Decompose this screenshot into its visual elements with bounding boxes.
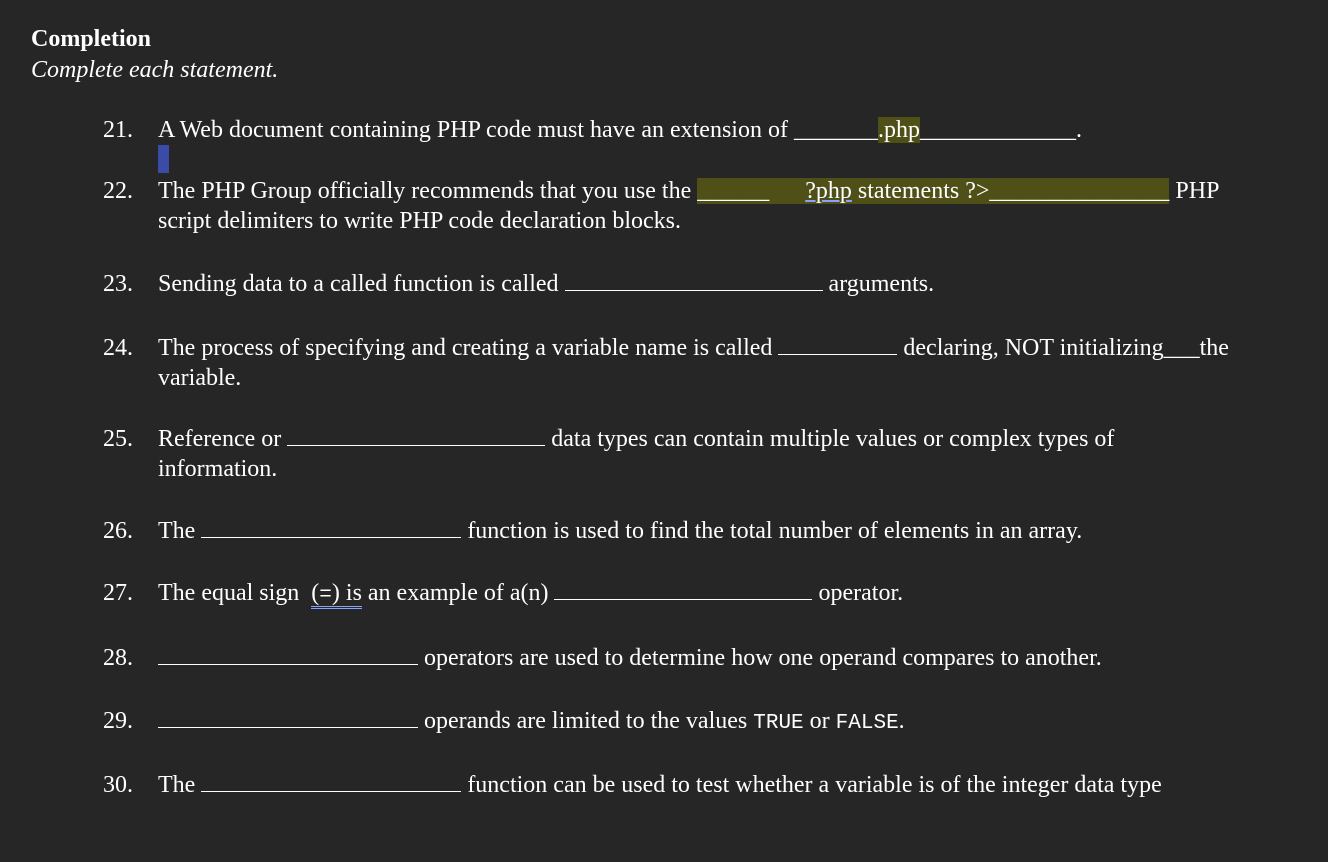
question-25 [158,424,1114,454]
question-22-text-end: PHP [1175,178,1220,204]
question-29-code-true: TRUE [753,712,804,735]
question-26-text: The [158,518,196,544]
question-26-text-end: function is used to find the total number of elements in an array. [467,518,1083,544]
question-29-period: . [898,708,905,734]
question-29 [158,706,905,739]
question-30-number: 30. [103,772,133,798]
question-22-number: 22. [103,178,133,204]
question-21-lead-blank: _______ [793,117,878,143]
question-26-number: 26. [103,518,133,544]
question-25-blank[interactable] [287,445,545,446]
question-22-answer-b: statements ?> [857,178,990,204]
question-24-line-2: variable. [158,365,242,391]
question-22-line-2: script delimiters to write PHP code declaration blocks. [158,208,681,234]
question-27 [158,578,903,611]
question-21 [158,115,1082,145]
question-25-text: Reference or [158,426,282,452]
question-27-close: ) is [331,580,362,606]
question-25-text-end: data types can contain multiple values or complex types of [551,426,1115,452]
question-22-answer-field[interactable] [697,178,1169,204]
question-23-blank[interactable] [565,290,823,291]
question-22-answer-a: ?php [805,178,852,204]
question-21-period: . [1075,117,1082,143]
question-26 [158,516,1082,546]
question-22-text: The PHP Group officially recommends that you use the [158,178,692,204]
question-27-text-mid: an example of a(n) [367,580,549,606]
question-28-number: 28. [103,645,133,671]
question-21-trail-blank: _____________ [919,117,1076,143]
question-24 [158,333,1229,363]
question-28 [158,643,1102,673]
question-27-number: 27. [103,580,133,606]
question-24-number: 24. [103,335,133,361]
question-29-conj: or [809,708,830,734]
text-cursor [158,145,169,173]
question-30-text-end: function can be used to test whether a variable is of the integer data type [467,772,1162,798]
question-22 [158,176,1219,206]
question-21-number: 21. [103,117,133,143]
question-25-number: 25. [103,426,133,452]
question-29-blank[interactable] [158,727,418,728]
question-22-lead-blank: ______ [697,178,770,204]
question-29-text: operands are limited to the values [424,708,748,734]
question-29-code-false: FALSE [835,712,899,735]
question-24-trail-blank: ___ [1163,335,1200,361]
question-30-blank[interactable] [201,791,461,792]
question-28-text: operators are used to determine how one operand compares to another. [424,645,1102,671]
question-27-blank[interactable] [554,599,812,600]
question-24-text-end: the [1199,335,1229,361]
question-25-line-2: information. [158,456,278,482]
question-29-number: 29. [103,708,133,734]
section-instructions: Complete each statement. [31,57,279,83]
question-28-blank[interactable] [158,664,418,665]
question-30-text: The [158,772,196,798]
question-27-operator-ref [311,580,362,609]
question-27-text: The equal sign [158,580,300,606]
question-21-text: A Web document containing PHP code must have an extension of [158,117,788,143]
question-30 [158,770,1162,800]
section-title: Completion [31,26,151,52]
question-24-answer: declaring, NOT initializing [903,335,1164,361]
question-27-code: = [319,584,332,607]
question-23 [158,269,934,299]
question-24-text: The process of specifying and creating a variable name is called [158,335,773,361]
question-23-text-end: arguments. [828,271,935,297]
question-21-answer[interactable]: .php [877,117,920,143]
question-23-number: 23. [103,271,133,297]
question-23-text: Sending data to a called function is called [158,271,559,297]
question-27-text-end: operator. [818,580,904,606]
question-26-blank[interactable] [201,537,461,538]
question-24-blank[interactable] [778,354,897,355]
question-22-trail-blank: _______________ [989,178,1170,204]
question-27-open-paren: ( [311,580,320,606]
